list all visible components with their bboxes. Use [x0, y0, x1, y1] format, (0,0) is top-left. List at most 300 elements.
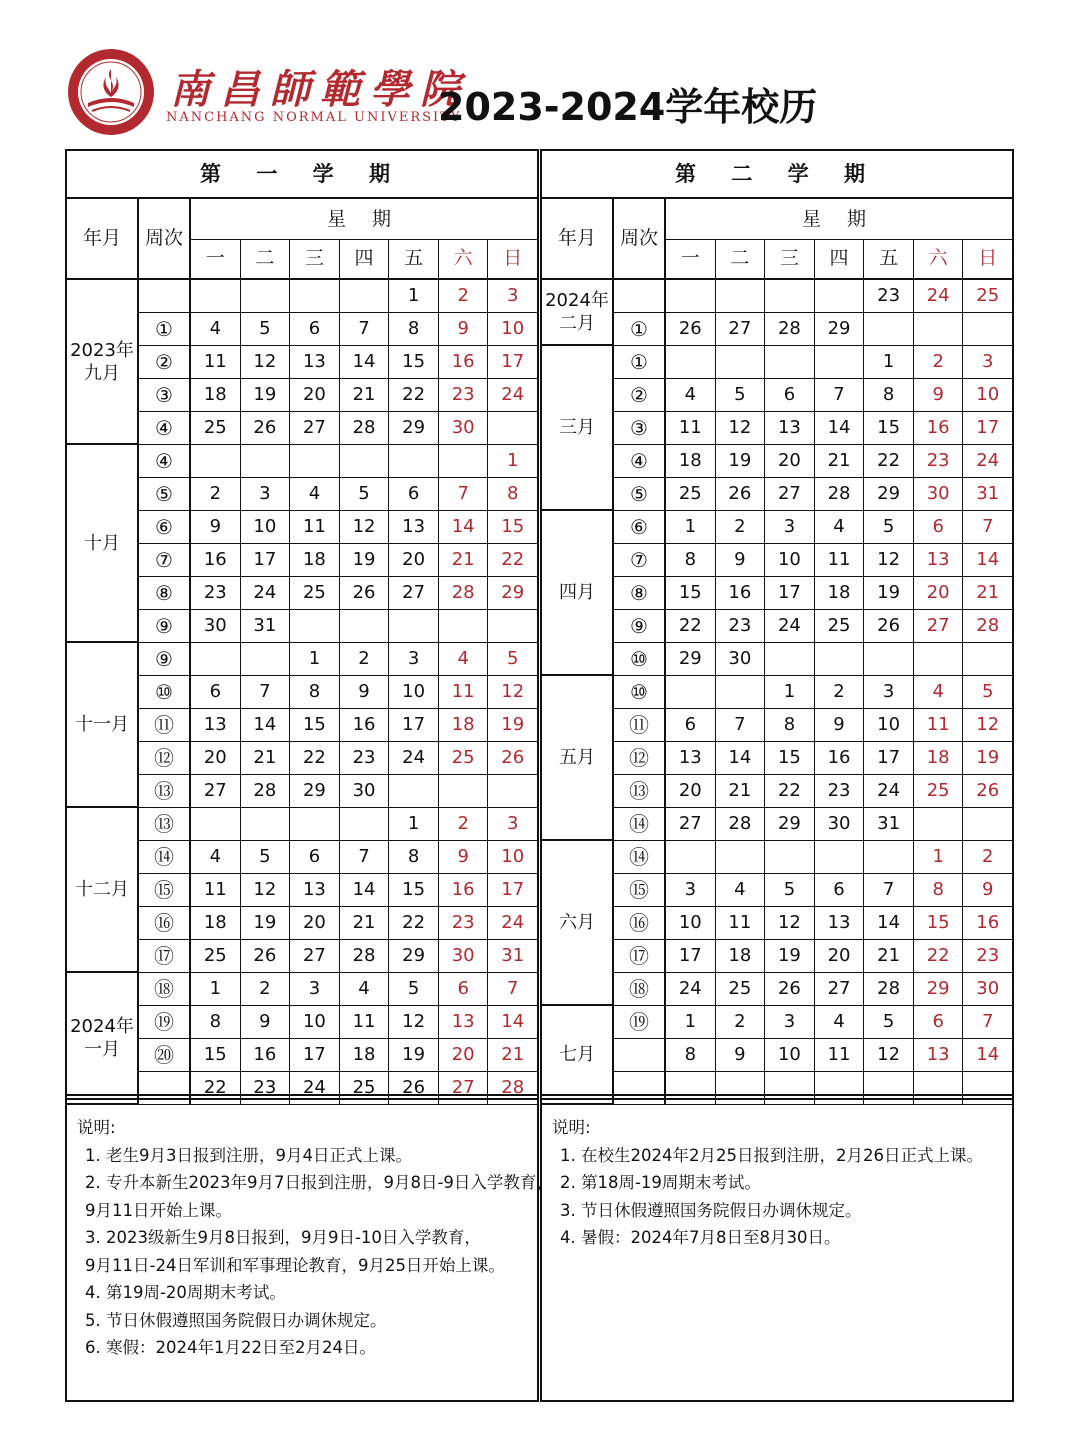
calendar-row: [139, 445, 537, 478]
calendar-row: [139, 412, 537, 445]
day-cell: 20: [290, 379, 340, 411]
day-cell: [864, 313, 914, 345]
calendar-row: [614, 313, 1012, 346]
week-number: ⑰: [139, 940, 191, 972]
week-number: ④: [139, 412, 191, 444]
calendar-body: [67, 280, 537, 1098]
day-cell: 10: [765, 544, 815, 576]
day-cell: 18: [439, 709, 489, 741]
semester-title: 第 一 学 期: [67, 151, 537, 199]
day-cell: 10: [501, 318, 525, 339]
calendar-row: [614, 775, 1012, 808]
day-cell: [290, 808, 340, 840]
day-cell: 4: [716, 874, 766, 906]
day-cell: [666, 346, 716, 378]
day-cell: 14: [976, 549, 1000, 570]
month-label: 十二月: [75, 879, 129, 900]
day-cell: 5: [389, 973, 439, 1005]
day-cell: 8: [191, 1006, 241, 1038]
day-cell: 30: [976, 978, 1000, 999]
day-cell: 11: [439, 676, 489, 708]
day-cell: [241, 808, 291, 840]
day-cell: 10: [976, 384, 1000, 405]
day-cell: 31: [501, 945, 525, 966]
day-cell: 12: [864, 1039, 914, 1071]
day-cell: 25: [191, 412, 241, 444]
week-header: 周次: [614, 199, 666, 278]
week-number: ⑪: [139, 709, 191, 741]
day-cell: 12: [765, 907, 815, 939]
table-header: [542, 199, 1012, 280]
week-number: ①: [139, 313, 191, 345]
month-block: [542, 511, 614, 676]
day-cell: 8: [914, 874, 964, 906]
calendar-row: [139, 808, 537, 841]
day-cell: 9: [914, 379, 964, 411]
week-number: ⑭: [614, 808, 666, 840]
day-cell: 29: [666, 643, 716, 675]
day-cell: 19: [976, 747, 1000, 768]
day-cell: 30: [815, 808, 865, 840]
day-cell: 24: [765, 610, 815, 642]
day-cell: [488, 775, 537, 807]
day-cell: 26: [389, 1072, 439, 1104]
day-cell: 22: [765, 775, 815, 807]
month-block: [542, 280, 614, 346]
day-cell: 4: [290, 478, 340, 510]
day-cell: 26: [864, 610, 914, 642]
day-cell: 27: [666, 808, 716, 840]
month-label: 2024年 一月: [70, 1016, 134, 1060]
day-cell: 11: [914, 709, 964, 741]
month-block: [67, 643, 139, 808]
day-cell: 28: [716, 808, 766, 840]
month-block: [542, 841, 614, 1006]
day-cell: 30: [716, 643, 766, 675]
day-cell: 20: [815, 940, 865, 972]
day-cell: [815, 643, 865, 675]
note-item: 3. 节日休假遵照国务院假日办调休规定。: [560, 1200, 862, 1220]
day-cell: 7: [439, 478, 489, 510]
day-cell: 30: [439, 940, 489, 972]
day-cell: 28: [765, 313, 815, 345]
day-cell: [389, 445, 439, 477]
day-cell: [290, 445, 340, 477]
day-cell: 2: [241, 973, 291, 1005]
week-number: ①: [614, 346, 666, 378]
day-cell: [389, 775, 439, 807]
day-cell: 6: [914, 1006, 964, 1038]
month-label: 十月: [84, 532, 120, 554]
week-number: ④: [139, 445, 191, 477]
notes-second-semester: [540, 1094, 1014, 1402]
day-cell: 18: [191, 907, 241, 939]
day-cell: [340, 808, 390, 840]
day-cell: 7: [340, 313, 390, 345]
notes-first-semester: [65, 1094, 553, 1402]
day-cell: 27: [389, 577, 439, 609]
day-cell: 30: [439, 412, 489, 444]
day-cell: 10: [389, 676, 439, 708]
day-cell: 10: [501, 846, 525, 867]
day-cell: 12: [389, 1006, 439, 1038]
day-cell: [666, 676, 716, 708]
day-cell: 22: [290, 742, 340, 774]
day-cell: 28: [439, 577, 489, 609]
day-cell: 15: [864, 412, 914, 444]
calendar-row: [139, 313, 537, 346]
day-cell: 4: [815, 511, 865, 543]
calendar-row: [614, 1006, 1012, 1039]
weekday-label: 一: [666, 239, 716, 278]
day-cell: 19: [501, 714, 525, 735]
day-cell: 8: [290, 676, 340, 708]
day-cell: 7: [716, 709, 766, 741]
day-cell: 19: [340, 544, 390, 576]
day-cell: 9: [716, 544, 766, 576]
day-cell: 8: [666, 1039, 716, 1071]
day-cell: 3: [982, 351, 994, 372]
day-cell: 16: [439, 346, 489, 378]
day-cell: 13: [389, 511, 439, 543]
day-cell: 5: [507, 648, 519, 669]
day-cell: 28: [976, 615, 1000, 636]
week-number: ⑨: [139, 643, 191, 675]
calendar-row: [139, 346, 537, 379]
day-cell: [439, 610, 489, 642]
week-number: ⑥: [614, 511, 666, 543]
calendar-row: [139, 511, 537, 544]
year-month-header: 年月: [542, 199, 614, 278]
day-cell: [963, 313, 1012, 345]
week-number: ④: [614, 445, 666, 477]
week-number: ⑮: [139, 874, 191, 906]
day-cell: 23: [191, 577, 241, 609]
day-cell: 3: [290, 973, 340, 1005]
day-cell: 25: [191, 940, 241, 972]
university-name-en: NANCHANG NORMAL UNIVERSITY: [166, 110, 462, 125]
day-cell: 19: [389, 1039, 439, 1071]
day-cell: 12: [241, 874, 291, 906]
day-cell: 15: [389, 346, 439, 378]
week-number: ⑯: [139, 907, 191, 939]
day-cell: 30: [914, 478, 964, 510]
calendar-row: [139, 940, 537, 973]
day-cell: 18: [914, 742, 964, 774]
calendar-row: [614, 577, 1012, 610]
day-cell: 29: [290, 775, 340, 807]
day-cell: 17: [290, 1039, 340, 1071]
day-cell: [290, 280, 340, 312]
day-cell: 18: [815, 577, 865, 609]
day-cell: 7: [507, 978, 519, 999]
calendar-row: [139, 478, 537, 511]
day-cell: [241, 643, 291, 675]
note-item: 2. 第18周-19周期末考试。: [560, 1173, 761, 1192]
day-cell: 9: [439, 313, 489, 345]
day-cell: 20: [389, 544, 439, 576]
page-title: 2023-2024学年校历: [438, 85, 818, 129]
day-cell: [765, 280, 815, 312]
day-cell: 2: [439, 808, 489, 840]
day-cell: 27: [290, 940, 340, 972]
day-cell: [716, 676, 766, 708]
day-cell: 27: [716, 313, 766, 345]
day-cell: 6: [765, 379, 815, 411]
day-cell: 13: [439, 1006, 489, 1038]
day-cell: 29: [501, 582, 525, 603]
day-cell: 14: [340, 346, 390, 378]
weekday-label: 六: [439, 239, 489, 278]
week-number: ②: [139, 346, 191, 378]
day-cell: 11: [191, 346, 241, 378]
day-cell: 23: [340, 742, 390, 774]
week-number: ⑬: [139, 775, 191, 807]
day-cell: 9: [982, 879, 994, 900]
day-cell: 22: [389, 907, 439, 939]
day-cell: 30: [191, 610, 241, 642]
weekday-label: 日: [978, 247, 998, 269]
day-cell: 26: [666, 313, 716, 345]
day-cell: 22: [389, 379, 439, 411]
week-number: ⑫: [614, 742, 666, 774]
day-cell: 7: [982, 516, 994, 537]
day-cell: [914, 643, 964, 675]
day-cell: 29: [389, 412, 439, 444]
day-cell: 7: [815, 379, 865, 411]
day-cell: 14: [815, 412, 865, 444]
week-number: ⑬: [614, 775, 666, 807]
day-cell: 18: [340, 1039, 390, 1071]
month-block: [67, 973, 139, 1105]
day-cell: 22: [666, 610, 716, 642]
calendar-row: [139, 610, 537, 643]
day-cell: 1: [666, 511, 716, 543]
day-cell: 26: [765, 973, 815, 1005]
day-cell: 29: [765, 808, 815, 840]
day-cell: 7: [864, 874, 914, 906]
week-number: ⑨: [139, 610, 191, 642]
day-cell: 1: [389, 280, 439, 312]
day-cell: 24: [976, 450, 1000, 471]
day-cell: 2: [191, 478, 241, 510]
day-cell: 30: [340, 775, 390, 807]
day-cell: 11: [290, 511, 340, 543]
day-cell: 21: [716, 775, 766, 807]
day-cell: 17: [765, 577, 815, 609]
day-cell: 15: [501, 516, 525, 537]
day-cell: 4: [815, 1006, 865, 1038]
day-cell: [716, 841, 766, 873]
day-cell: 10: [666, 907, 716, 939]
day-cell: 20: [290, 907, 340, 939]
day-cell: 20: [439, 1039, 489, 1071]
day-cell: 31: [864, 808, 914, 840]
day-cell: 9: [191, 511, 241, 543]
day-cell: [765, 841, 815, 873]
day-cell: 24: [290, 1072, 340, 1104]
day-cell: 19: [765, 940, 815, 972]
day-cell: 23: [241, 1072, 291, 1104]
day-cell: 23: [914, 445, 964, 477]
week-number: ⑤: [614, 478, 666, 510]
day-cell: 17: [666, 940, 716, 972]
day-cell: 23: [439, 379, 489, 411]
day-cell: 29: [864, 478, 914, 510]
day-cell: 6: [914, 511, 964, 543]
day-cell: 2: [340, 643, 390, 675]
day-cell: 3: [507, 813, 519, 834]
note-item: 1. 老生9月3日报到注册，9月4日正式上课。: [85, 1145, 412, 1165]
month-label: 三月: [559, 417, 595, 438]
day-cell: 3: [666, 874, 716, 906]
day-cell: 20: [765, 445, 815, 477]
day-cell: [191, 643, 241, 675]
day-cell: 27: [914, 610, 964, 642]
week-number: ③: [139, 379, 191, 411]
note-item: 1. 在校生2024年2月25日报到注册，2月26日正式上课。: [560, 1145, 983, 1165]
calendar-row: [614, 940, 1012, 973]
day-cell: 1: [914, 841, 964, 873]
note-item: 9月11日开始上课。: [85, 1200, 232, 1220]
calendar-row: [614, 346, 1012, 379]
day-cell: 6: [290, 313, 340, 345]
day-cell: 9: [241, 1006, 291, 1038]
day-cell: 12: [716, 412, 766, 444]
weekday-label: 二: [716, 239, 766, 278]
day-cell: 4: [914, 676, 964, 708]
calendar-row: [139, 577, 537, 610]
day-cell: [815, 280, 865, 312]
day-cell: 20: [191, 742, 241, 774]
calendar-row: [139, 973, 537, 1006]
calendar-row: [139, 676, 537, 709]
calendar-row: [139, 280, 537, 313]
day-cell: 14: [716, 742, 766, 774]
day-cell: 19: [864, 577, 914, 609]
week-number: ⑨: [614, 610, 666, 642]
day-cell: 20: [666, 775, 716, 807]
calendar-row: [614, 1039, 1012, 1072]
day-cell: 6: [666, 709, 716, 741]
day-cell: 21: [439, 544, 489, 576]
day-cell: 18: [666, 445, 716, 477]
day-cell: 2: [439, 280, 489, 312]
day-cell: [191, 808, 241, 840]
week-number: ⑥: [139, 511, 191, 543]
week-number: ⑫: [139, 742, 191, 774]
week-number: ⑭: [614, 841, 666, 873]
day-cell: 1: [765, 676, 815, 708]
day-cell: 12: [340, 511, 390, 543]
day-cell: 16: [241, 1039, 291, 1071]
weekday-labels: [191, 239, 537, 278]
day-cell: 10: [290, 1006, 340, 1038]
week-number: ⑳: [139, 1039, 191, 1071]
week-number: ⑧: [614, 577, 666, 609]
day-cell: 3: [765, 511, 815, 543]
month-label: 2024年 二月: [545, 290, 609, 334]
day-cell: 22: [501, 549, 525, 570]
day-cell: 2: [914, 346, 964, 378]
note-item: 4. 第19周-20周期末考试。: [85, 1283, 286, 1302]
day-cell: 23: [976, 945, 1000, 966]
weekday-labels: [666, 239, 1012, 278]
day-cell: 23: [716, 610, 766, 642]
day-cell: 5: [864, 511, 914, 543]
day-cell: 22: [191, 1072, 241, 1104]
note-item: 3. 2023级新生9月8日报到，9月9日-10日入学教育，: [85, 1228, 481, 1247]
day-cell: 25: [914, 775, 964, 807]
year-month-header: 年月: [67, 199, 139, 278]
week-number: ⑲: [614, 1006, 666, 1038]
month-block: [67, 280, 139, 445]
day-cell: [191, 280, 241, 312]
day-cell: 26: [716, 478, 766, 510]
day-cell: 17: [976, 417, 1000, 438]
calendar-row: [614, 610, 1012, 643]
day-cell: 22: [914, 940, 964, 972]
month-block: [542, 676, 614, 841]
day-cell: 21: [976, 582, 1000, 603]
day-cell: 11: [191, 874, 241, 906]
month-block: [542, 1006, 614, 1105]
week-number: ⑲: [139, 1006, 191, 1038]
calendar-row: [614, 643, 1012, 676]
day-cell: 31: [241, 610, 291, 642]
day-cell: 7: [982, 1011, 994, 1032]
calendar-row: [614, 709, 1012, 742]
day-cell: 9: [815, 709, 865, 741]
day-cell: [666, 280, 716, 312]
day-cell: 14: [340, 874, 390, 906]
week-number: ②: [614, 379, 666, 411]
day-cell: 12: [864, 544, 914, 576]
day-cell: [765, 346, 815, 378]
day-cell: 9: [439, 841, 489, 873]
month-label: 七月: [559, 1044, 595, 1065]
day-cell: 2: [815, 676, 865, 708]
week-number: ③: [614, 412, 666, 444]
day-cell: 7: [340, 841, 390, 873]
day-cell: 19: [241, 379, 291, 411]
week-number: ⑭: [139, 841, 191, 873]
notes-heading: 说明:: [552, 1118, 591, 1137]
day-cell: [765, 643, 815, 675]
day-cell: 1: [507, 450, 519, 471]
day-cell: 27: [815, 973, 865, 1005]
day-cell: 28: [340, 940, 390, 972]
day-cell: [914, 808, 964, 840]
day-cell: 3: [765, 1006, 815, 1038]
week-number: ⑩: [139, 676, 191, 708]
calendar-row: [139, 1006, 537, 1039]
weekday-label: 三: [765, 239, 815, 278]
day-cell: [488, 610, 537, 642]
day-cell: [439, 445, 489, 477]
semester-table-second: [540, 149, 1014, 1100]
day-cell: 10: [864, 709, 914, 741]
week-number: ⑪: [614, 709, 666, 741]
note-item: 5. 节日休假遵照国务院假日办调休规定。: [85, 1310, 387, 1330]
day-cell: 20: [914, 577, 964, 609]
day-cell: 4: [191, 841, 241, 873]
day-cell: 28: [241, 775, 291, 807]
day-cell: 24: [241, 577, 291, 609]
calendar-row: [139, 742, 537, 775]
day-cell: 6: [815, 874, 865, 906]
weekday-label: 四: [815, 239, 865, 278]
